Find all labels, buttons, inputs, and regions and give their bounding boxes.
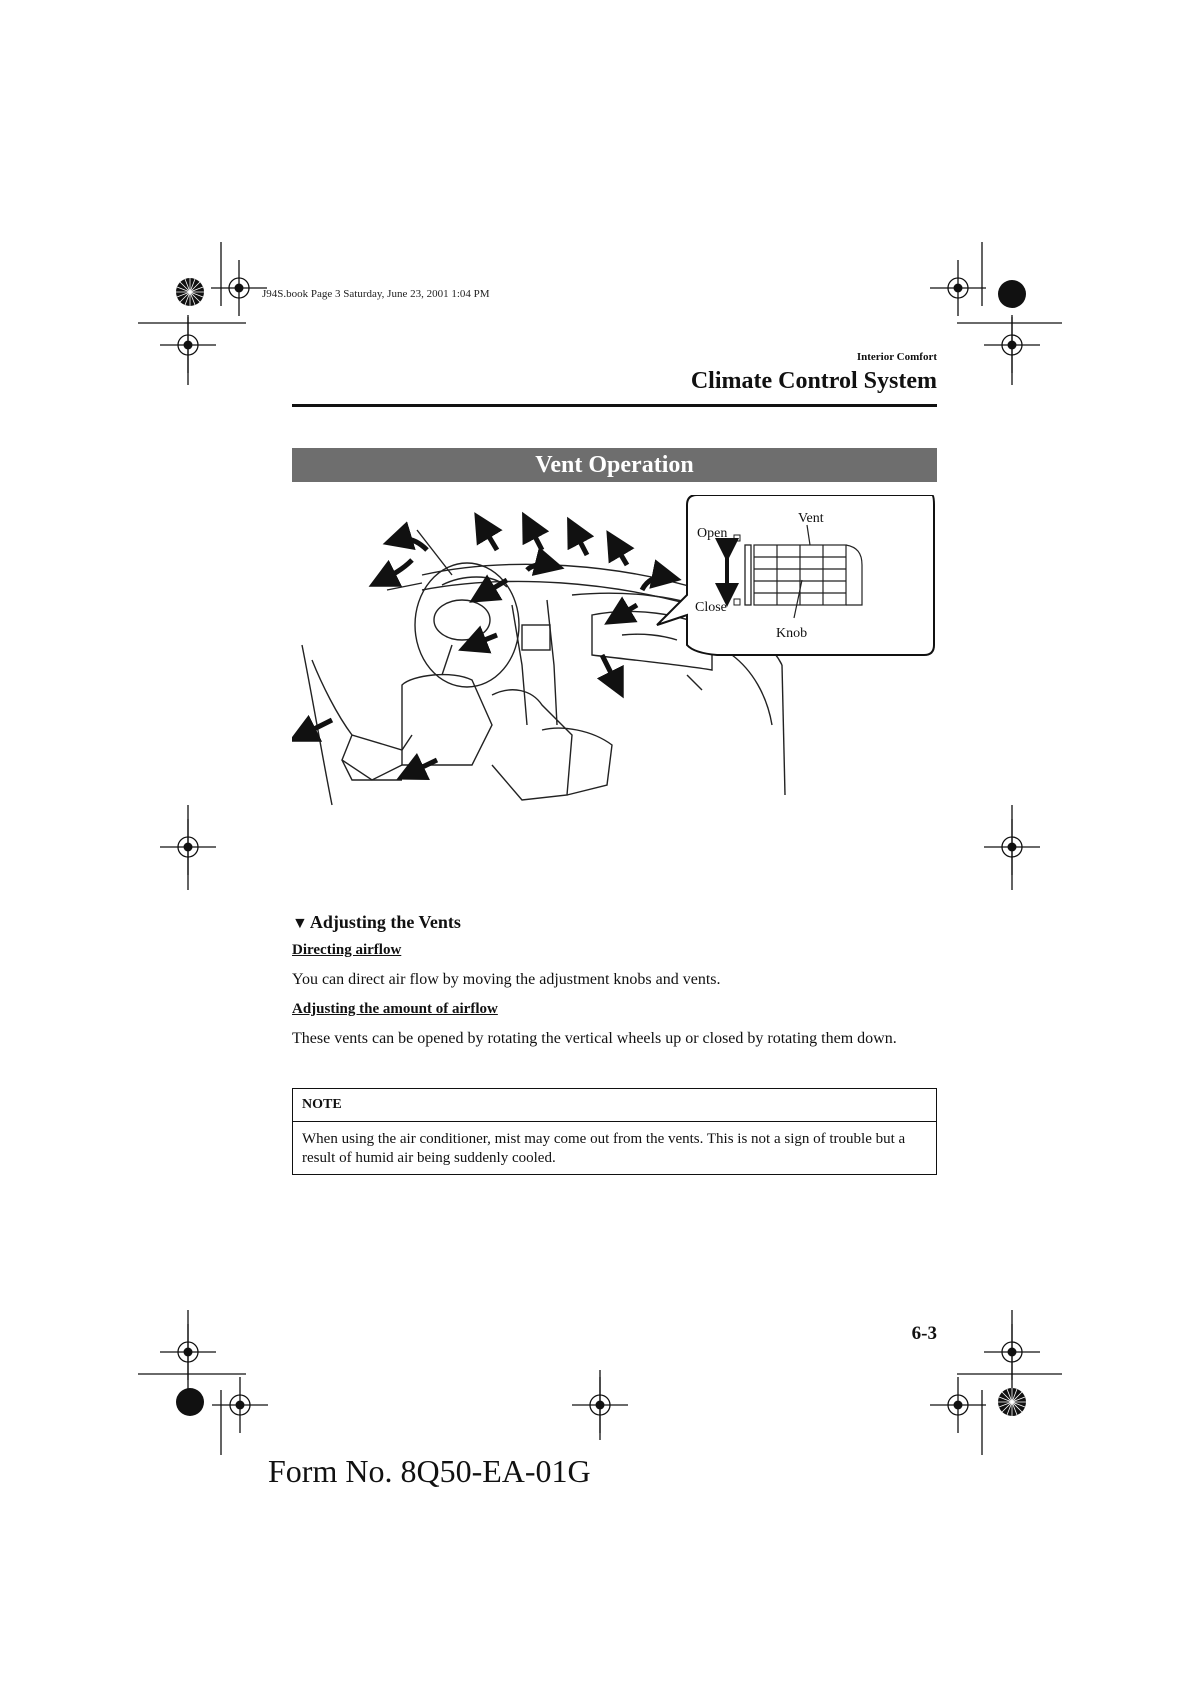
reg-mark-top-left-inner (211, 260, 267, 316)
reg-mark-top-right-inner (930, 260, 986, 316)
reg-mark-bottom-right-inner (930, 1377, 986, 1433)
directing-airflow-heading: Directing airflow (292, 942, 402, 958)
directing-airflow-text: You can direct air flow by moving the adjustment knobs and vents. (292, 971, 721, 988)
section-banner: Vent Operation (292, 448, 937, 482)
page-title: Climate Control System (690, 368, 937, 394)
note-box (292, 1088, 937, 1175)
vent-detail-inset (657, 495, 934, 655)
dot-top-right (998, 280, 1026, 308)
label-open: Open (697, 526, 728, 541)
page-number: 6-3 (911, 1323, 937, 1344)
section-subheading (292, 912, 461, 933)
label-close: Close (695, 600, 727, 615)
starburst-bottom-right (998, 1388, 1026, 1416)
starburst-top-left (176, 278, 204, 306)
note-text: When using the air conditioner, mist may come out from the vents. This is not a sign of trouble but a result of humid air being suddenly cooled. (302, 1131, 906, 1166)
print-header: J94S.book Page 3 Saturday, June 23, 2001 1:04 PM (262, 288, 490, 300)
form-number: Form No. 8Q50-EA-01G (268, 1453, 591, 1489)
airflow-amount-heading: Adjusting the amount of airflow (292, 1001, 498, 1017)
title-rule (292, 404, 937, 407)
note-heading: NOTE (293, 1089, 936, 1122)
vent-illustration (292, 495, 937, 895)
section-label: Interior Comfort (856, 351, 937, 363)
triangle-down-icon: ▼ (292, 915, 308, 932)
label-vent: Vent (798, 511, 824, 526)
subheading-text: Adjusting the Vents (309, 912, 461, 932)
airflow-amount-text: These vents can be opened by rotating the vertical wheels up or closed by rotating them down. (292, 1030, 897, 1047)
dot-bottom-left (176, 1388, 204, 1416)
label-knob: Knob (776, 626, 808, 641)
